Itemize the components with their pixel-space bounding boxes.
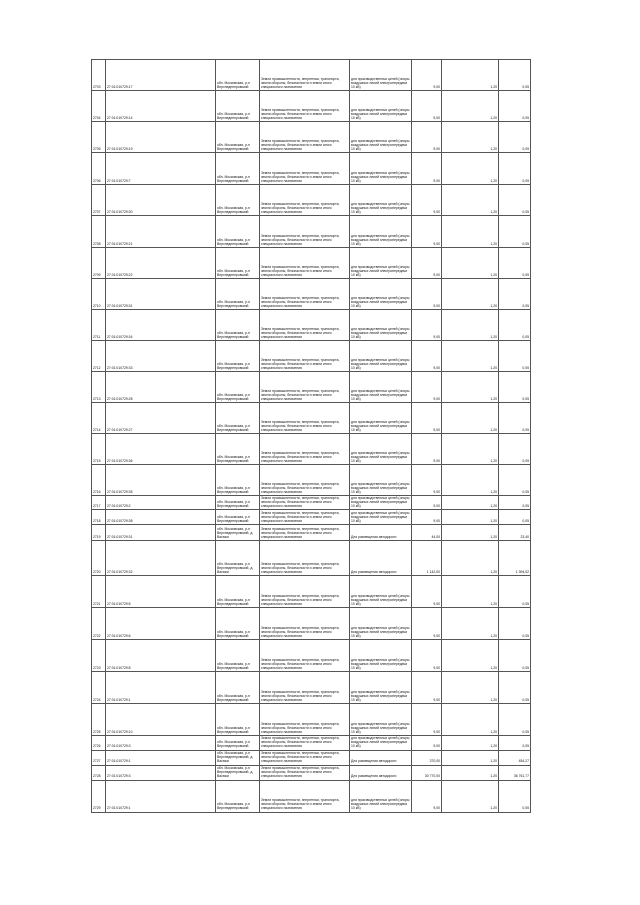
row-number-cell: 2710 [92, 279, 106, 310]
address-cell: обл. Московская, р-н Верхнеднепровский [216, 672, 260, 704]
cadastral-number-cell: 27:01:010729:3 [106, 765, 216, 780]
address-cell: обл. Московская, р-н Верхнеднепровский [216, 403, 260, 434]
area-cell: 9,00 [412, 153, 442, 185]
land-category-cell: Земли промышленности, энергетики, транспорта, земли обороны, безопасности и земли иного специального назначения [260, 672, 350, 704]
coefficient-cell: 1,20 [442, 496, 499, 510]
land-category-cell: Земли промышленности, энергетики, транспорта, земли обороны, безопасности и земли иного специального назначения [260, 216, 350, 248]
address-cell: обл. Московская, р-н Верхнеднепровский [216, 310, 260, 341]
address-cell: обл. Московская, р-н Верхнеднепровский [216, 341, 260, 372]
area-cell: 9,00 [412, 310, 442, 341]
land-category-cell: Земли промышленности, энергетики, транспорта, земли обороны, безопасности и земли иного специального назначения [260, 750, 350, 765]
area-cell: 9,00 [412, 608, 442, 640]
coefficient-cell: 1,20 [442, 279, 499, 310]
permitted-use-cell: для производственных целей (опоры воздушных линий электропередачи 10 кВ) [350, 279, 412, 310]
table-row [92, 465, 531, 496]
cadastral-number-cell: 27:01:010729:1 [106, 672, 216, 704]
amount-cell: 0,05 [499, 153, 531, 185]
row-number-cell: 2707 [92, 185, 106, 216]
permitted-use-cell: Для размещения автодороги [350, 765, 412, 780]
cadastral-number-cell: 27:01:010729:1 [106, 780, 216, 812]
cadastral-number-cell: 27:01:010729:19 [106, 122, 216, 153]
cadastral-number-cell: 27:01:010729:35 [106, 465, 216, 496]
cadastral-number-cell: 27:01:010729:3 [106, 736, 216, 750]
table-row [92, 576, 531, 608]
permitted-use-cell: для производственных целей (опоры воздушных линий электропередачи 10 кВ) [350, 122, 412, 153]
table-row [92, 765, 531, 780]
land-category-cell: Земли промышленности, энергетики, транспорта, земли обороны, безопасности и земли иного специального назначения [260, 736, 350, 750]
area-cell: 9,00 [412, 434, 442, 465]
permitted-use-cell: для производственных целей (опоры воздушных линий электропередачи 10 кВ) [351, 736, 410, 749]
land-category-cell: Земли промышленности, энергетики, транспорта, земли обороны, безопасности и земли иного специального назначения [260, 122, 350, 153]
address-cell: обл. Московская, р-н Верхнеднепровский [216, 576, 260, 608]
coefficient-cell: 1,20 [442, 248, 499, 279]
address-cell: обл. Московская, р-н Верхнеднепровский [216, 279, 260, 310]
cadastral-number-cell: 27:01:010729:28 [106, 372, 216, 403]
cadastral-number-cell: 27:01:010729:17 [106, 60, 216, 91]
row-number-cell: 2728 [92, 765, 106, 780]
land-category-cell: Земли промышленности, энергетики, транспорта, земли обороны, безопасности и земли иного специального назначения [260, 608, 350, 640]
table-row [92, 496, 531, 510]
coefficient-cell: 1,20 [442, 541, 499, 576]
address-cell: обл. Московская, р-н Верхнеднепровский [216, 216, 260, 248]
amount-cell: 0,05 [499, 279, 531, 310]
cadastral-number-cell: 27:01:010729:30 [106, 185, 216, 216]
permitted-use-cell: Для размещения автодороги [350, 750, 412, 765]
amount-cell: 0,05 [499, 465, 531, 496]
cadastral-number-cell: 27:01:010729:36 [106, 434, 216, 465]
area-cell: 1 142,00 [412, 541, 442, 576]
area-cell: 9,00 [412, 372, 442, 403]
table-row [92, 341, 531, 372]
table-row [92, 736, 531, 750]
area-cell: 9,00 [412, 465, 442, 496]
area-cell: 9,00 [412, 780, 442, 812]
cadastral-number-cell: 27:01:010729:14 [106, 91, 216, 122]
amount-cell: 0,05 [499, 122, 531, 153]
coefficient-cell: 1,20 [442, 60, 499, 91]
land-category-cell: Земли промышленности, энергетики, транспорта, земли обороны, безопасности и земли иного специального назначения [260, 310, 350, 341]
row-number-cell: 2708 [92, 216, 106, 248]
table-row [92, 541, 531, 576]
table-row [92, 153, 531, 185]
amount-cell: 1 394,02 [499, 541, 531, 576]
row-number-cell: 2715 [92, 434, 106, 465]
land-category-cell: Земли промышленности, энергетики, транспорта, земли обороны, безопасности и земли иного специального назначения [260, 153, 350, 185]
row-number-cell: 2719 [92, 525, 106, 541]
table-row [92, 525, 531, 541]
cadastral-number-cell: 27:01:010729:10 [106, 704, 216, 736]
row-number-cell: 2720 [92, 541, 106, 576]
address-cell: обл. Московская, р-н Верхнеднепровский [216, 91, 260, 122]
cadastral-number-cell: 27:01:010729:22 [106, 248, 216, 279]
cadastral-number-cell: 27:01:010729:27 [106, 403, 216, 434]
row-number-cell: 2723 [92, 640, 106, 672]
cadastral-number-cell: 27:01:010729:8 [106, 640, 216, 672]
amount-cell: 0,05 [499, 216, 531, 248]
coefficient-cell: 1,20 [442, 704, 499, 736]
cadastral-number-cell: 27:01:010729:2 [106, 496, 216, 510]
cadastral-number-cell: 27:01:010729:33 [106, 341, 216, 372]
coefficient-cell: 1,20 [442, 91, 499, 122]
table-row [92, 279, 531, 310]
land-category-cell: Земли промышленности, энергетики, транспорта, земли обороны, безопасности и земли иного специального назначения [260, 403, 350, 434]
address-cell: обл. Московская, р-н Верхнеднепровский [216, 372, 260, 403]
cadastral-number-cell: 27:01:010729:6 [106, 608, 216, 640]
amount-cell: 0,05 [499, 185, 531, 216]
cadastral-number-cell: 27:01:010729:1 [106, 750, 216, 765]
coefficient-cell: 1,20 [442, 403, 499, 434]
coefficient-cell: 1,20 [442, 465, 499, 496]
address-cell: обл. Московская, р-н Верхнеднепровский [216, 704, 260, 736]
row-number-cell: 2714 [92, 403, 106, 434]
row-number-cell: 2712 [92, 341, 106, 372]
coefficient-cell: 1,20 [442, 780, 499, 812]
address-cell: обл. Московская, р-н Верхнеднепровский [216, 780, 260, 812]
table-row [92, 640, 531, 672]
address-cell: обл. Московская, р-н Верхнеднепровский, д. Васюки [216, 765, 260, 780]
address-cell: обл. Московская, р-н Верхнеднепровский [216, 60, 260, 91]
permitted-use-cell: для производственных целей (опоры воздушных линий электропередачи 10 кВ) [350, 310, 412, 341]
amount-cell: 0,05 [499, 736, 531, 750]
amount-cell: 0,05 [499, 496, 531, 510]
row-number-cell: 2726 [92, 736, 106, 750]
land-category-cell: Земли промышленности, энергетики, транспорта, земли обороны, безопасности и земли иного специального назначения [260, 541, 350, 576]
land-category-cell: Земли промышленности, энергетики, транспорта, земли обороны, безопасности и земли иного специального назначения [260, 640, 350, 672]
permitted-use-cell: для производственных целей (опоры воздушных линий электропередачи 10 кВ) [350, 640, 412, 672]
area-cell: 9,00 [412, 704, 442, 736]
row-number-cell: 2718 [92, 510, 106, 525]
land-category-cell: Земли промышленности, энергетики, транспорта, земли обороны, безопасности и земли иного специального назначения [260, 434, 350, 465]
table-row [92, 434, 531, 465]
permitted-use-cell: для производственных целей (опоры воздушных линий электропередачи 10 кВ) [350, 60, 412, 91]
address-cell: обл. Московская, р-н Верхнеднепровский [216, 465, 260, 496]
amount-cell: 0,05 [499, 91, 531, 122]
land-category-cell: Земли промышленности, энергетики, транспорта, земли обороны, безопасности и земли иного специального назначения [260, 60, 350, 91]
permitted-use-cell: для производственных целей (опоры воздушных линий электропередачи 10 кВ) [350, 608, 412, 640]
table-row [92, 185, 531, 216]
permitted-use-cell: для производственных целей (опоры воздушных линий электропередачи 10 кВ) [350, 341, 412, 372]
address-cell: обл. Московская, р-н Верхнеднепровский, д. Васюки [216, 541, 260, 576]
coefficient-cell: 1,20 [442, 510, 499, 525]
permitted-use-cell: для производственных целей (опоры воздушных линий электропередачи 10 кВ) [350, 780, 412, 812]
table-row [92, 608, 531, 640]
coefficient-cell: 1,20 [442, 736, 499, 750]
table-row [92, 122, 531, 153]
area-cell: 9,00 [412, 60, 442, 91]
coefficient-cell: 1,20 [442, 672, 499, 704]
amount-cell: 0,05 [499, 60, 531, 91]
amount-cell: 0,05 [499, 780, 531, 812]
address-cell: обл. Московская, р-н Верхнеднепровский [216, 496, 260, 510]
area-cell: 9,00 [412, 403, 442, 434]
land-category-cell: Земли промышленности, энергетики, транспорта, земли обороны, безопасности и земли иного специального назначения [260, 279, 350, 310]
coefficient-cell: 1,20 [442, 185, 499, 216]
amount-cell: 454,27 [499, 750, 531, 765]
area-cell: 9,00 [412, 736, 442, 750]
row-number-cell: 2727 [92, 750, 106, 765]
row-number-cell: 2716 [92, 465, 106, 496]
cadastral-number-cell: 27:01:010729:5 [106, 576, 216, 608]
area-cell: 9,00 [412, 510, 442, 525]
table-row [92, 672, 531, 704]
address-cell: обл. Московская, р-н Верхнеднепровский [216, 185, 260, 216]
area-cell: 9,00 [412, 122, 442, 153]
permitted-use-cell: для производственных целей (опоры воздушных линий электропередачи 10 кВ) [350, 576, 412, 608]
area-cell: 370,00 [412, 750, 442, 765]
coefficient-cell: 1,20 [442, 525, 499, 541]
permitted-use-cell: для производственных целей (опоры воздушных линий электропередачи 10 кВ) [350, 465, 412, 496]
amount-cell: 36 761,77 [499, 765, 531, 780]
land-category-cell: Земли промышленности, энергетики, транспорта, земли обороны, безопасности и земли иного специального назначения [260, 576, 350, 608]
cadastral-number-cell: 27:01:010729:32 [106, 541, 216, 576]
table-row [92, 91, 531, 122]
land-category-cell: Земли промышленности, энергетики, транспорта, земли обороны, безопасности и земли иного специального назначения [260, 525, 350, 541]
permitted-use-cell: для производственных целей (опоры воздушных линий электропередачи 10 кВ) [351, 511, 410, 524]
amount-cell: 0,05 [499, 341, 531, 372]
address-cell: обл. Московская, р-н Верхнеднепровский, д. Васюки [216, 525, 260, 541]
area-cell: 9,00 [412, 496, 442, 510]
row-number-cell: 2706 [92, 153, 106, 185]
table-row [92, 403, 531, 434]
row-number-cell: 2703 [92, 60, 106, 91]
land-category-cell: Земли промышленности, энергетики, транспорта, земли обороны, безопасности и земли иного специального назначения [260, 510, 350, 525]
row-number-cell: 2724 [92, 672, 106, 704]
permitted-use-cell: для производственных целей (опоры воздушных линий электропередачи 10 кВ) [350, 185, 412, 216]
row-number-cell: 2711 [92, 310, 106, 341]
address-cell: обл. Московская, р-н Верхнеднепровский [216, 640, 260, 672]
amount-cell: 0,05 [499, 510, 531, 525]
coefficient-cell: 1,20 [442, 750, 499, 765]
coefficient-cell: 1,20 [442, 640, 499, 672]
row-number-cell: 2705 [92, 122, 106, 153]
row-number-cell: 2704 [92, 91, 106, 122]
amount-cell: 0,05 [499, 640, 531, 672]
cadastral-number-cell: 27:01:010729:38 [106, 510, 216, 525]
area-cell: 9,00 [412, 248, 442, 279]
permitted-use-cell: для производственных целей (опоры воздушных линий электропередачи 10 кВ) [350, 153, 412, 185]
area-cell: 44,00 [412, 525, 442, 541]
coefficient-cell: 1,20 [442, 434, 499, 465]
area-cell: 30 770,00 [412, 765, 442, 780]
table-row [92, 216, 531, 248]
coefficient-cell: 1,20 [442, 765, 499, 780]
amount-cell: 0,05 [499, 434, 531, 465]
coefficient-cell: 1,20 [442, 122, 499, 153]
address-cell: обл. Московская, р-н Верхнеднепровский, д. Васюки [216, 750, 260, 765]
table-row [92, 510, 531, 525]
row-number-cell: 2722 [92, 608, 106, 640]
land-category-cell: Земли промышленности, энергетики, транспорта, земли обороны, безопасности и земли иного специального назначения [260, 341, 350, 372]
table-body [92, 60, 531, 813]
area-cell: 9,00 [412, 576, 442, 608]
permitted-use-cell: для производственных целей (опоры воздушных линий электропередачи 10 кВ) [350, 672, 412, 704]
table-row [92, 750, 531, 765]
address-cell: обл. Московская, р-н Верхнеднепровский [216, 122, 260, 153]
amount-cell: 0,05 [499, 310, 531, 341]
area-cell: 9,00 [412, 91, 442, 122]
cadastral-number-cell: 27:01:010729:21 [106, 216, 216, 248]
coefficient-cell: 1,20 [442, 608, 499, 640]
land-category-cell: Земли промышленности, энергетики, транспорта, земли обороны, безопасности и земли иного специального назначения [260, 372, 350, 403]
cadastral-number-cell: 27:01:010729:31 [106, 279, 216, 310]
coefficient-cell: 1,20 [442, 153, 499, 185]
land-category-cell: Земли промышленности, энергетики, транспорта, земли обороны, безопасности и земли иного специального назначения [260, 780, 350, 812]
address-cell: обл. Московская, р-н Верхнеднепровский [216, 510, 260, 525]
land-category-cell: Земли промышленности, энергетики, транспорта, земли обороны, безопасности и земли иного специального назначения [260, 465, 350, 496]
permitted-use-cell: для производственных целей (опоры воздушных линий электропередачи 10 кВ) [350, 248, 412, 279]
permitted-use-cell: для производственных целей (опоры воздушных линий электропередачи 10 кВ) [350, 91, 412, 122]
cadastral-number-cell: 27:01:010729:34 [106, 310, 216, 341]
table-row [92, 780, 531, 812]
table-row [92, 704, 531, 736]
area-cell: 9,00 [412, 341, 442, 372]
coefficient-cell: 1,20 [442, 341, 499, 372]
table-row [92, 310, 531, 341]
row-number-cell: 2713 [92, 372, 106, 403]
land-category-cell: Земли промышленности, энергетики, транспорта, земли обороны, безопасности и земли иного специального назначения [260, 704, 350, 736]
row-number-cell: 2709 [92, 248, 106, 279]
land-plots-table [91, 59, 531, 813]
permitted-use-cell: Для размещения автодороги [350, 525, 412, 541]
area-cell: 9,00 [412, 279, 442, 310]
cadastral-number-cell: 27:01:010729:31 [106, 525, 216, 541]
table-row [92, 248, 531, 279]
table-row [92, 60, 531, 91]
address-cell: обл. Московская, р-н Верхнеднепровский [216, 248, 260, 279]
row-number-cell: 2717 [92, 496, 106, 510]
amount-cell: 0,05 [499, 403, 531, 434]
amount-cell: 0,05 [499, 608, 531, 640]
row-number-cell: 2725 [92, 704, 106, 736]
address-cell: обл. Московская, р-н Верхнеднепровский [216, 434, 260, 465]
address-cell: обл. Московская, р-н Верхнеднепровский [216, 736, 260, 750]
amount-cell: 0,05 [499, 672, 531, 704]
permitted-use-cell: Для размещения автодороги [350, 541, 412, 576]
coefficient-cell: 1,20 [442, 310, 499, 341]
permitted-use-cell: для производственных целей (опоры воздушных линий электропередачи 10 кВ) [350, 403, 412, 434]
address-cell: обл. Московская, р-н Верхнеднепровский [216, 153, 260, 185]
permitted-use-cell: для производственных целей (опоры воздушных линий электропередачи 10 кВ) [350, 372, 412, 403]
cadastral-number-cell: 27:01:010729:7 [106, 153, 216, 185]
address-cell: обл. Московская, р-н Верхнеднепровский [216, 608, 260, 640]
permitted-use-cell: для производственных целей (опоры воздушных линий электропередачи 10 кВ) [350, 704, 412, 736]
coefficient-cell: 1,20 [442, 216, 499, 248]
permitted-use-cell: для производственных целей (опоры воздушных линий электропередачи 10 кВ) [351, 496, 410, 509]
land-category-cell: Земли промышленности, энергетики, транспорта, земли обороны, безопасности и земли иного специального назначения [260, 765, 350, 780]
amount-cell: 0,05 [499, 704, 531, 736]
area-cell: 9,00 [412, 640, 442, 672]
permitted-use-cell: для производственных целей (опоры воздушных линий электропередачи 10 кВ) [350, 216, 412, 248]
amount-cell: 0,05 [499, 576, 531, 608]
land-category-cell: Земли промышленности, энергетики, транспорта, земли обороны, безопасности и земли иного специального назначения [260, 185, 350, 216]
land-category-cell: Земли промышленности, энергетики, транспорта, земли обороны, безопасности и земли иного специального назначения [260, 496, 350, 510]
area-cell: 9,00 [412, 216, 442, 248]
coefficient-cell: 1,20 [442, 372, 499, 403]
area-cell: 9,00 [412, 185, 442, 216]
coefficient-cell: 1,20 [442, 576, 499, 608]
amount-cell: 0,05 [499, 248, 531, 279]
amount-cell: 0,05 [499, 372, 531, 403]
row-number-cell: 2729 [92, 780, 106, 812]
land-category-cell: Земли промышленности, энергетики, транспорта, земли обороны, безопасности и земли иного специального назначения [260, 248, 350, 279]
land-category-cell: Земли промышленности, энергетики, транспорта, земли обороны, безопасности и земли иного специального назначения [260, 91, 350, 122]
table-row [92, 372, 531, 403]
row-number-cell: 2721 [92, 576, 106, 608]
amount-cell: 23,40 [499, 525, 531, 541]
area-cell: 9,00 [412, 672, 442, 704]
permitted-use-cell: для производственных целей (опоры воздушных линий электропередачи 10 кВ) [350, 434, 412, 465]
